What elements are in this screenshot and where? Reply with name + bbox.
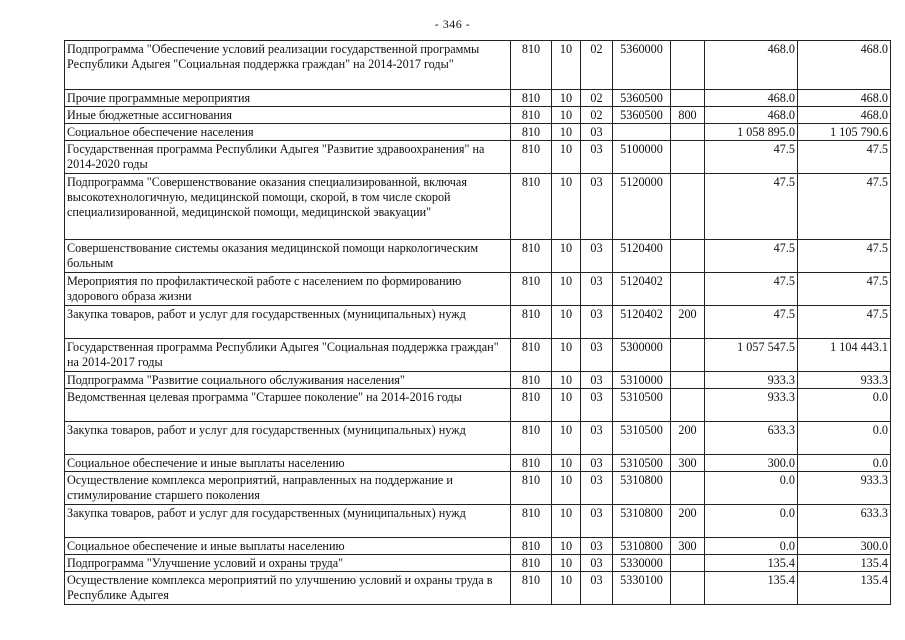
item-name: Закупка товаров, работ и услуг для государственных (муниципальных) нужд [65,422,511,455]
section-code: 10 [552,174,581,240]
section-code: 10 [552,273,581,306]
amount-cell-2: 47.5 [798,174,891,240]
subsection-code: 02 [581,90,613,107]
section-code: 10 [552,555,581,572]
subsection-code: 03 [581,124,613,141]
expense-type-code [671,141,705,174]
ministry-code: 810 [511,505,552,538]
amount-cell-1: 47.5 [705,306,798,339]
ministry-code: 810 [511,273,552,306]
expense-type-code [671,472,705,505]
expense-type-code: 200 [671,306,705,339]
expense-type-code [671,572,705,605]
table-row [65,339,891,372]
ministry-code: 810 [511,538,552,555]
ministry-code: 810 [511,455,552,472]
amount-cell-2: 1 105 790.6 [798,124,891,141]
section-code: 10 [552,90,581,107]
expense-type-code [671,240,705,273]
item-name: Государственная программа Республики Адыгея "Социальная поддержка граждан" на 2014-2017 годы [65,339,511,372]
item-name: Совершенствование системы оказания медицинской помощи наркологическим больным [65,240,511,273]
target-article-code: 5120402 [613,306,671,339]
table-row [65,555,891,572]
target-article-code: 5310500 [613,389,671,422]
subsection-code: 03 [581,273,613,306]
section-code: 10 [552,240,581,273]
ministry-code: 810 [511,339,552,372]
section-code: 10 [552,107,581,124]
subsection-code: 03 [581,572,613,605]
table-row [65,389,891,422]
subsection-code: 02 [581,41,613,90]
amount-cell-2: 300.0 [798,538,891,555]
section-code: 10 [552,455,581,472]
table-row [65,455,891,472]
ministry-code: 810 [511,472,552,505]
target-article-code: 5310800 [613,505,671,538]
amount-cell-1: 47.5 [705,141,798,174]
target-article-code: 5120400 [613,240,671,273]
amount-cell-2: 47.5 [798,273,891,306]
target-article-code: 5100000 [613,141,671,174]
item-name: Социальное обеспечение населения [65,124,511,141]
expense-type-code [671,555,705,572]
item-name: Государственная программа Республики Адыгея "Развитие здравоохранения" на 2014-2020 годы [65,141,511,174]
expense-type-code: 300 [671,538,705,555]
expense-type-code: 200 [671,505,705,538]
subsection-code: 03 [581,339,613,372]
amount-cell-2: 468.0 [798,41,891,90]
subsection-code: 03 [581,505,613,538]
expense-type-code [671,174,705,240]
amount-cell-1: 1 058 895.0 [705,124,798,141]
table-row [65,306,891,339]
expense-type-code [671,389,705,422]
target-article-code [613,124,671,141]
ministry-code: 810 [511,572,552,605]
ministry-code: 810 [511,372,552,389]
section-code: 10 [552,141,581,174]
target-article-code: 5310500 [613,455,671,472]
table-row [65,41,891,90]
amount-cell-2: 47.5 [798,240,891,273]
ministry-code: 810 [511,389,552,422]
target-article-code: 5310500 [613,422,671,455]
subsection-code: 03 [581,240,613,273]
item-name: Подпрограмма "Улучшение условий и охраны труда" [65,555,511,572]
table-row [65,124,891,141]
table-row [65,505,891,538]
subsection-code: 03 [581,455,613,472]
expense-type-code [671,124,705,141]
subsection-code: 03 [581,372,613,389]
subsection-code: 03 [581,389,613,422]
section-code: 10 [552,538,581,555]
amount-cell-1: 47.5 [705,240,798,273]
table-row [65,472,891,505]
amount-cell-2: 135.4 [798,555,891,572]
amount-cell-1: 135.4 [705,572,798,605]
ministry-code: 810 [511,422,552,455]
subsection-code: 03 [581,141,613,174]
section-code: 10 [552,41,581,90]
amount-cell-1: 633.3 [705,422,798,455]
amount-cell-1: 47.5 [705,273,798,306]
expense-type-code: 200 [671,422,705,455]
target-article-code: 5300000 [613,339,671,372]
amount-cell-1: 135.4 [705,555,798,572]
amount-cell-2: 0.0 [798,422,891,455]
section-code: 10 [552,472,581,505]
amount-cell-1: 300.0 [705,455,798,472]
item-name: Иные бюджетные ассигнования [65,107,511,124]
table-row [65,141,891,174]
subsection-code: 03 [581,555,613,572]
item-name: Подпрограмма "Развитие социального обслуживания населения" [65,372,511,389]
item-name: Осуществление комплекса мероприятий по улучшению условий и охраны труда в Республике Адыгея [65,572,511,605]
amount-cell-2: 0.0 [798,455,891,472]
section-code: 10 [552,124,581,141]
ministry-code: 810 [511,306,552,339]
target-article-code: 5310800 [613,538,671,555]
item-name: Осуществление комплекса мероприятий, направленных на поддержание и стимулирование старшего поколения [65,472,511,505]
ministry-code: 810 [511,107,552,124]
target-article-code: 5120402 [613,273,671,306]
table-row [65,572,891,605]
section-code: 10 [552,339,581,372]
section-code: 10 [552,422,581,455]
target-article-code: 5310800 [613,472,671,505]
amount-cell-1: 468.0 [705,107,798,124]
ministry-code: 810 [511,41,552,90]
ministry-code: 810 [511,555,552,572]
item-name: Социальное обеспечение и иные выплаты населению [65,538,511,555]
table-row [65,422,891,455]
table-row [65,174,891,240]
expense-type-code: 800 [671,107,705,124]
item-name: Ведомственная целевая программа "Старшее поколение" на 2014-2016 годы [65,389,511,422]
amount-cell-2: 933.3 [798,372,891,389]
subsection-code: 03 [581,538,613,555]
target-article-code: 5330100 [613,572,671,605]
amount-cell-2: 468.0 [798,107,891,124]
item-name: Закупка товаров, работ и услуг для государственных (муниципальных) нужд [65,505,511,538]
expense-type-code [671,41,705,90]
amount-cell-1: 468.0 [705,41,798,90]
section-code: 10 [552,572,581,605]
amount-cell-2: 0.0 [798,389,891,422]
section-code: 10 [552,389,581,422]
amount-cell-2: 47.5 [798,306,891,339]
amount-cell-2: 135.4 [798,572,891,605]
item-name: Закупка товаров, работ и услуг для государственных (муниципальных) нужд [65,306,511,339]
expense-type-code: 300 [671,455,705,472]
amount-cell-1: 933.3 [705,389,798,422]
item-name: Социальное обеспечение и иные выплаты населению [65,455,511,472]
table-row [65,273,891,306]
item-name: Подпрограмма "Обеспечение условий реализации государственной программы Республики Адыгея "Социальная поддержка граждан" на 2014-2017 годы" [65,41,511,90]
amount-cell-1: 0.0 [705,505,798,538]
amount-cell-2: 468.0 [798,90,891,107]
amount-cell-1: 468.0 [705,90,798,107]
amount-cell-2: 1 104 443.1 [798,339,891,372]
target-article-code: 5310000 [613,372,671,389]
table-row [65,240,891,273]
subsection-code: 02 [581,107,613,124]
amount-cell-2: 633.3 [798,505,891,538]
amount-cell-2: 933.3 [798,472,891,505]
ministry-code: 810 [511,240,552,273]
section-code: 10 [552,505,581,538]
expense-type-code [671,372,705,389]
expense-type-code [671,273,705,306]
subsection-code: 03 [581,422,613,455]
amount-cell-1: 0.0 [705,538,798,555]
subsection-code: 03 [581,472,613,505]
item-name: Мероприятия по профилактической работе с населением по формированию здорового образа жизни [65,273,511,306]
amount-cell-1: 1 057 547.5 [705,339,798,372]
page-number: - 346 - [434,17,471,31]
table-row [65,107,891,124]
subsection-code: 03 [581,306,613,339]
amount-cell-1: 933.3 [705,372,798,389]
table-row [65,538,891,555]
amount-cell-2: 47.5 [798,141,891,174]
table-row [65,372,891,389]
ministry-code: 810 [511,90,552,107]
amount-cell-1: 0.0 [705,472,798,505]
expense-type-code [671,90,705,107]
target-article-code: 5360500 [613,90,671,107]
ministry-code: 810 [511,174,552,240]
expense-type-code [671,339,705,372]
item-name: Подпрограмма "Совершенствование оказания специализированной, включая высокотехнологичную, медицинской помощи, скорой, в том числе скорой специализированной, медицинской помощи, медицинской эвакуации" [65,174,511,240]
target-article-code: 5360000 [613,41,671,90]
subsection-code: 03 [581,174,613,240]
section-code: 10 [552,306,581,339]
table-row [65,90,891,107]
amount-cell-1: 47.5 [705,174,798,240]
budget-table [64,40,891,605]
target-article-code: 5330000 [613,555,671,572]
item-name: Прочие программные мероприятия [65,90,511,107]
ministry-code: 810 [511,124,552,141]
section-code: 10 [552,372,581,389]
target-article-code: 5360500 [613,107,671,124]
ministry-code: 810 [511,141,552,174]
target-article-code: 5120000 [613,174,671,240]
